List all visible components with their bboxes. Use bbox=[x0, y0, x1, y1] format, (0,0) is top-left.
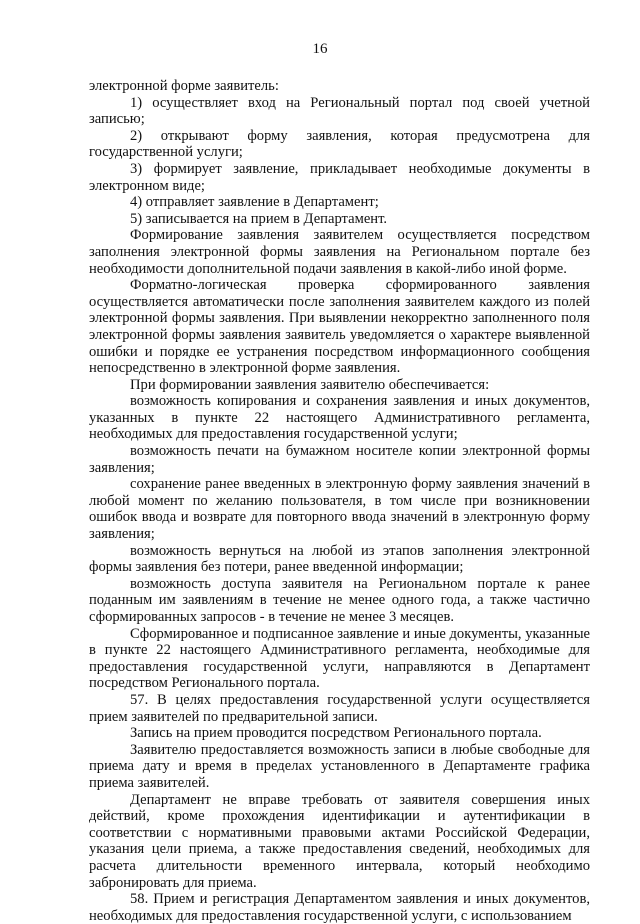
paragraph: Форматно-логическая проверка сформированного заявления осуществляется автоматически после заполнения заявителем каждого из полей электронной формы заявления. При выявлении некорректно заполненного поля электронной формы заявления заявитель уведомляется о характере выявленной ошибки и порядке ее устранения посредством информационного сообщения непосредственно в электронной форме заявления. bbox=[89, 277, 590, 377]
paragraph: сохранение ранее введенных в электронную форму заявления значений в любой момент по желанию пользователя, в том числе при возникновении ошибок ввода и возврате для повторного ввода значений в электронную форму заявления; bbox=[89, 476, 590, 543]
paragraph: электронной форме заявитель: bbox=[89, 78, 279, 94]
page-number: 16 bbox=[312, 41, 328, 57]
paragraph: 58. Прием и регистрация Департаментом заявления и иных документов, необходимых для предоставления государственной услуги, с использованием bbox=[89, 891, 590, 924]
paragraph: При формировании заявления заявителю обеспечивается: bbox=[130, 376, 490, 393]
paragraph: Формирование заявления заявителем осуществляется посредством заполнения электронной формы заявления на Региональном портале без необходимости дополнительной подачи заявления в какой-либо иной форме. bbox=[89, 227, 590, 277]
paragraph: 3) формирует заявление, прикладывает необходимые документы в электронном виде; bbox=[89, 160, 590, 194]
paragraph: 4) отправляет заявление в Департамент; bbox=[130, 194, 379, 211]
paragraph: Департамент не вправе требовать от заявителя совершения иных действий, кроме прохождения идентификации и аутентификации в соответствии с нормативными правовыми актами Российской Федерации, указания цели приема, а также предоставления сведений, необходимых для расчета длительности временного интервала, который необходимо забронировать для приема. bbox=[89, 791, 590, 891]
paragraph: возможность доступа заявителя на Региональном портале к ранее поданным им заявлениям в течение не менее одного года, а также частично сформированных запросов - в течение не менее 3 месяцев. bbox=[89, 575, 590, 625]
paragraph: возможность копирования и сохранения заявления и иных документов, указанных в пункте 22 настоящего Административного регламента, необходимых для предоставления государственной услуги; bbox=[89, 393, 590, 443]
paragraph: 1) осуществляет вход на Региональный портал под своей учетной записью; bbox=[89, 94, 590, 128]
paragraph: Сформированное и подписанное заявление и иные документы, указанные в пункте 22 настоящего Административного регламента, необходимые для предоставления государственной услуги, направляются в Департамент посредством Регионального портала. bbox=[89, 625, 590, 692]
document-body bbox=[89, 78, 590, 924]
paragraph: Запись на прием проводится посредством Регионального портала. bbox=[130, 725, 542, 742]
paragraph: 57. В целях предоставления государственной услуги осуществляется прием заявителей по предварительной записи. bbox=[89, 691, 590, 725]
paragraph: возможность печати на бумажном носителе копии электронной формы заявления; bbox=[89, 443, 590, 476]
paragraph: Заявителю предоставляется возможность записи в любые свободные для приема дату и время в пределах установленного в Департаменте графика приема заявителей. bbox=[89, 741, 590, 791]
paragraph: 2) открывают форму заявления, которая предусмотрена для государственной услуги; bbox=[89, 127, 590, 161]
paragraph: возможность вернуться на любой из этапов заполнения электронной формы заявления без потери, ранее введенной информации; bbox=[89, 542, 590, 576]
paragraph: 5) записывается на прием в Департамент. bbox=[130, 210, 388, 227]
